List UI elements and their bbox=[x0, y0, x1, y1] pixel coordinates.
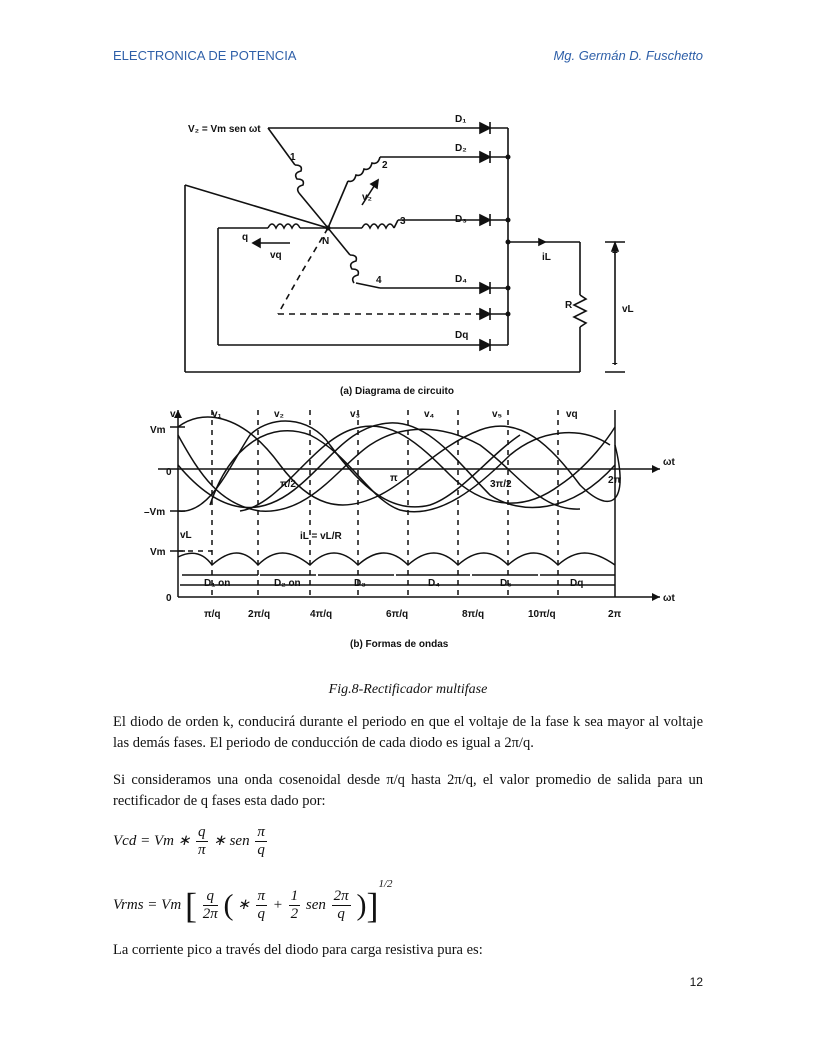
eq1-mid: ∗ sen bbox=[213, 832, 250, 849]
paragraph-average: Si consideramos una onda cosenoidal desde π/q hasta 2π/q, el valor promedio de salida para un rectificador de q fases esta dado por: bbox=[113, 772, 703, 809]
zero-label-top: 0 bbox=[166, 467, 172, 478]
tick-10pi-q: 10π/q bbox=[528, 609, 556, 620]
figure-caption: Fig.8-Rectificador multifase bbox=[328, 682, 488, 697]
circuit-diagram bbox=[150, 110, 650, 405]
il-eq-label: iL = vL/R bbox=[300, 531, 342, 542]
minus-sign: – bbox=[612, 358, 618, 369]
figure-a-caption: (a) Diagrama de circuito bbox=[340, 386, 454, 397]
eq2-frac4 bbox=[332, 888, 351, 923]
v2-label: v₂ bbox=[362, 192, 373, 203]
eq2-frac2 bbox=[256, 888, 268, 923]
diode-q-label: Dq bbox=[455, 330, 469, 341]
tick-pi-q: π/q bbox=[204, 609, 221, 620]
diode-3-label: D₃ bbox=[455, 214, 467, 225]
phase-label-4: v₄ bbox=[424, 409, 435, 420]
eq2-sen: sen bbox=[305, 897, 326, 913]
eq2-f1-den: 2π bbox=[202, 906, 218, 923]
mid-label-pi: π bbox=[390, 473, 398, 484]
eq2-f1-num: q bbox=[203, 888, 218, 906]
winding-1-label: 1 bbox=[290, 152, 296, 163]
diode-on-label-3: D₃ bbox=[354, 578, 366, 589]
eq2-f2-den: q bbox=[257, 906, 266, 923]
tick-4pi-q: 4π/q bbox=[310, 609, 333, 620]
zero-label-bottom: 0 bbox=[166, 593, 172, 604]
diode-on-label-5: D₅ bbox=[500, 578, 512, 589]
eq1-f2-num: π bbox=[257, 824, 265, 840]
phase-label-2: v₂ bbox=[274, 409, 285, 420]
eq1-lhs: Vcd = Vm ∗ bbox=[113, 832, 191, 849]
phase-label-1: v₁ bbox=[212, 409, 222, 420]
vq-label: vq bbox=[270, 250, 282, 261]
mid-label-3pi-half: 3π/2 bbox=[490, 479, 512, 490]
vl-wave-label: vL bbox=[180, 530, 192, 541]
diode-on-label-2: D₂ on bbox=[274, 578, 301, 589]
paragraph-conduction: El diodo de orden k, conducirá durante el periodo en que el voltaje de la fase k sea mayor al voltaje las demás fases. El periodo de conducción de cada diodo es igual a 2π/q. bbox=[113, 714, 703, 751]
diode-on-label-q: Dq bbox=[570, 578, 584, 589]
waveform-diagram bbox=[140, 405, 680, 655]
vm-label-top: Vm bbox=[150, 425, 166, 436]
eq1-f1-den: π bbox=[198, 842, 206, 858]
phase-label-q: vq bbox=[566, 409, 578, 420]
mid-label-2pi: 2π bbox=[608, 475, 622, 486]
winding-q-label: q bbox=[242, 232, 249, 243]
eq1-f1-num: q bbox=[198, 824, 206, 840]
eq2-star: ∗ bbox=[237, 897, 250, 913]
v-axis-label: v bbox=[170, 409, 176, 420]
mid-label-pi-half: π/2 bbox=[280, 479, 296, 490]
tick-2pi: 2π bbox=[608, 609, 622, 620]
header-title: ELECTRONICA DE POTENCIA bbox=[113, 48, 297, 63]
tick-2pi-q: 2π/q bbox=[248, 609, 271, 620]
diode-on-label-4: D₄ bbox=[428, 578, 440, 589]
tick-8pi-q: 8π/q bbox=[462, 609, 485, 620]
equation-vrms: Vrms = Vm [ $\frac{q}{2\pi}$ ( ∗ $\frac{\pi}{q}$ + $\frac{1}{2}$ sen $\frac{2\pi}{q}$ )]$^{1/2}$ bbox=[113, 878, 393, 926]
vl-label: vL bbox=[622, 304, 634, 315]
eq1-frac2 bbox=[255, 824, 267, 859]
r-label: R bbox=[565, 300, 573, 311]
node-label: N bbox=[322, 236, 330, 247]
page-number: 12 bbox=[689, 975, 703, 989]
source-label: V₂ = Vm sen ωt bbox=[188, 124, 261, 135]
figure-b-caption: (b) Formas de ondas bbox=[350, 639, 449, 650]
eq2-frac1 bbox=[203, 888, 218, 923]
eq1-f2-den: q bbox=[257, 842, 265, 858]
neg-vm-label: –Vm bbox=[144, 507, 166, 518]
paragraph-peak-current: La corriente pico a través del diodo para carga resistiva pura es: bbox=[113, 942, 483, 958]
phase-label-5: v₅ bbox=[492, 409, 503, 420]
eq2-frac3 bbox=[289, 888, 301, 923]
tick-6pi-q: 6π/q bbox=[386, 609, 409, 620]
diode-4-label: D₄ bbox=[455, 274, 467, 285]
header-author: Mg. Germán D. Fuschetto bbox=[553, 48, 703, 63]
eq2-f4-den: q bbox=[337, 906, 345, 923]
winding-3-label: 3 bbox=[400, 216, 406, 227]
diode-on-label-1: D₁ on bbox=[204, 578, 231, 589]
wt-label-bottom: ωt bbox=[663, 593, 675, 604]
eq2-exponent: 1/2 bbox=[378, 878, 393, 890]
diode-1-label: D₁ bbox=[455, 114, 467, 125]
il-label: iL bbox=[542, 252, 551, 263]
diode-2-label: D₂ bbox=[455, 143, 467, 154]
equation-vcd bbox=[113, 824, 269, 859]
eq2-f3-den: 2 bbox=[290, 906, 299, 923]
eq2-f2-num: π bbox=[257, 888, 266, 905]
winding-2-label: 2 bbox=[382, 160, 388, 171]
eq2-lhs: Vrms = Vm bbox=[113, 897, 182, 913]
eq2-f3-num: 1 bbox=[290, 888, 299, 905]
wt-label-top: ωt bbox=[663, 457, 675, 468]
phase-label-3: v₃ bbox=[350, 409, 361, 420]
eq1-frac1 bbox=[196, 824, 208, 859]
plus-sign: + bbox=[612, 248, 618, 259]
winding-4-label: 4 bbox=[376, 275, 382, 286]
vm-label-bottom: Vm bbox=[150, 547, 166, 558]
eq2-plus: + bbox=[272, 897, 283, 913]
eq2-f4-num: 2π bbox=[333, 888, 349, 905]
